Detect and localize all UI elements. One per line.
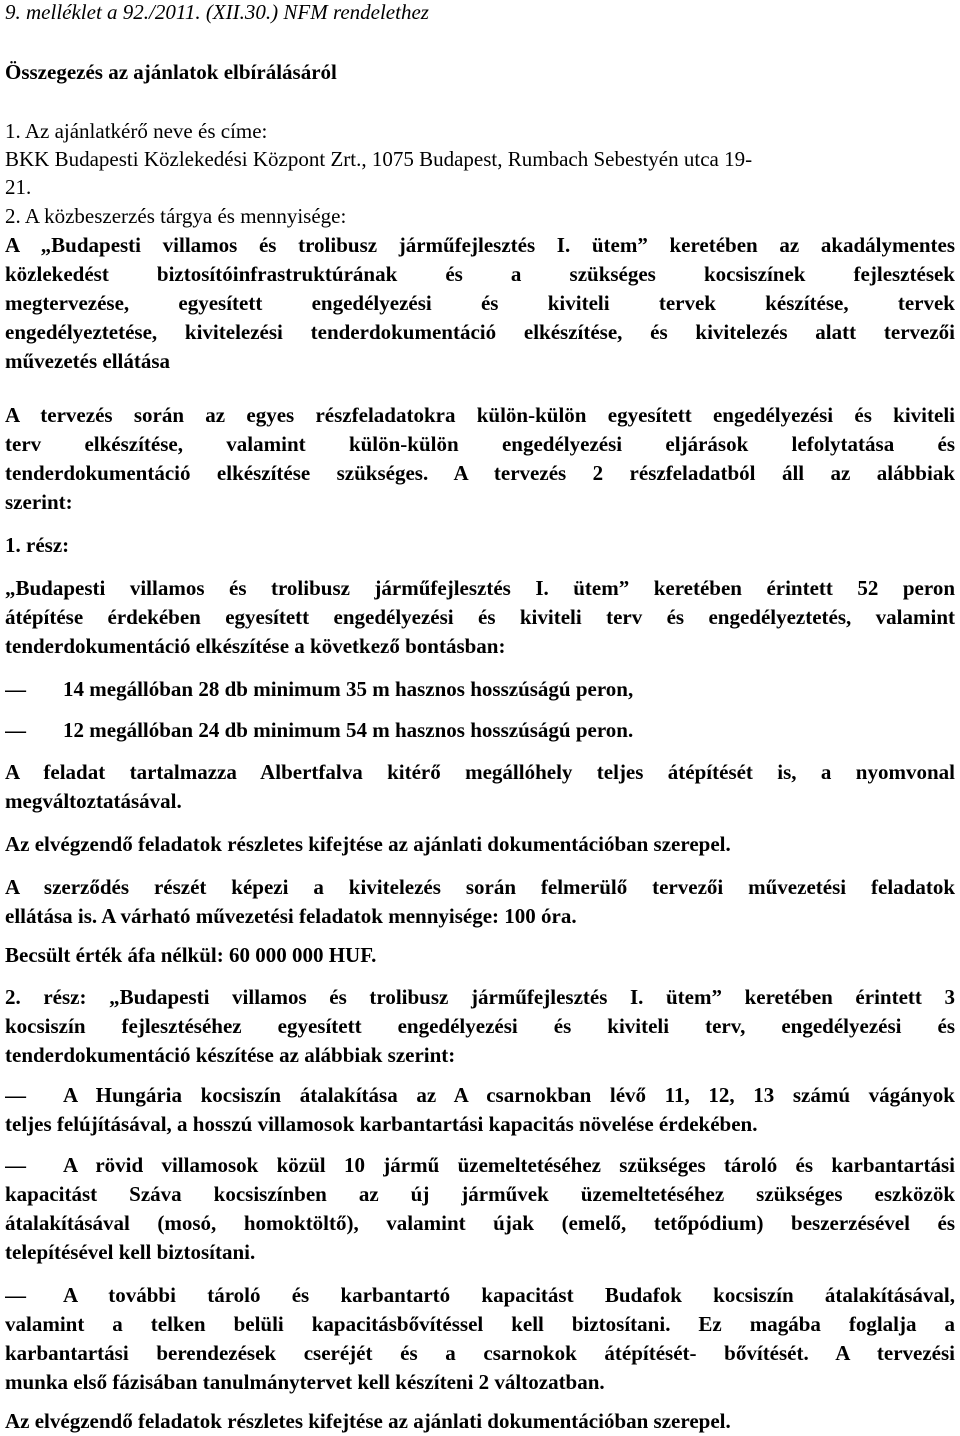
contracting-authority-address: BKK Budapesti Közlekedési Központ Zrt., 1075 Budapest, Rumbach Sebestyén utca 19-	[5, 147, 753, 171]
depot-bullet-line: valamint a telken belüli kapacitásbővítéssel kell biztosítani. Ez magába foglalja a	[5, 1312, 955, 1336]
part-1-intro-line: tenderdokumentáció elkészítése a következő bontásban:	[5, 634, 506, 658]
subject-line: közlekedést biztosítóinfrastruktúrának és a szükséges kocsiszínek fejlesztések	[5, 262, 955, 286]
contract-line: A szerződés részét képezi a kivitelezés során felmerülő tervezői művezetési feladatok	[5, 875, 955, 899]
depot-bullet-line	[5, 1280, 955, 1310]
dash-bullet-icon: —	[5, 1153, 26, 1177]
contracting-authority-address-cont: 21.	[5, 175, 32, 199]
part-2-details: Az elvégzendő feladatok részletes kifejtése az ajánlati dokumentációban szerepel.	[5, 1409, 731, 1433]
dash-bullet-icon: —	[5, 1083, 26, 1107]
platform-bullet	[5, 674, 633, 704]
design-scope-line: A tervezés során az egyes részfeladatokra külön-külön egyesített engedélyezési és kiviteli	[5, 403, 955, 427]
estimated-value: Becsült érték áfa nélkül: 60 000 000 HUF.	[5, 943, 377, 967]
part-1-heading: 1. rész:	[5, 533, 70, 557]
depot-bullet-text: A rövid villamosok közül 10 jármű üzemeltetéséhez szükséges tároló és karbantartási	[63, 1153, 955, 1177]
part-1-details: Az elvégzendő feladatok részletes kifejtése az ajánlati dokumentációban szerepel.	[5, 832, 731, 856]
depot-bullet-line	[5, 1080, 955, 1110]
depot-bullet-line: kapacitást Száva kocsiszínben az új járművek üzemeltetéséhez szükséges eszközök	[5, 1182, 955, 1206]
depot-bullet-line: átalakításával (mosó, homoktöltő), valamint újak (emelő, tetőpódium) beszerzésével és	[5, 1211, 955, 1235]
contract-line: ellátása is. A várható művezetési feladatok mennyisége: 100 óra.	[5, 904, 577, 928]
depot-bullet-line: karbantartási berendezések cseréjét és a csarnokok átépítését- bővítését. A tervezési	[5, 1341, 955, 1365]
subject-line: engedélyeztetése, kivitelezési tenderdokumentáció elkészítése, és kivitelezés alatt tervezői	[5, 320, 955, 344]
part-2-intro-line: kocsiszín fejlesztéséhez egyesített engedélyezési és kiviteli terv, engedélyezési és	[5, 1014, 955, 1038]
design-scope-line: szerint:	[5, 490, 73, 514]
subject-line: A „Budapesti villamos és trolibusz járműfejlesztés I. ütem” keretében az akadálymentes	[5, 233, 955, 257]
part-1-intro-line: „Budapesti villamos és trolibusz járműfejlesztés I. ütem” keretében érintett 52 peron	[5, 576, 955, 600]
section-2-heading: 2. A közbeszerzés tárgya és mennyisége:	[5, 204, 347, 228]
subject-line: megtervezése, egyesített engedélyezési és kiviteli tervek készítése, tervek	[5, 291, 955, 315]
dash-bullet-icon: —	[5, 1283, 26, 1307]
depot-bullet-line	[5, 1150, 955, 1180]
part-2-intro-line: 2. rész: „Budapesti villamos és trolibusz járműfejlesztés I. ütem” keretében érintett 3	[5, 985, 955, 1009]
document-title: Összegezés az ajánlatok elbírálásáról	[5, 60, 337, 84]
task-line: megváltoztatásával.	[5, 789, 182, 813]
platform-bullet	[5, 715, 633, 745]
platform-bullet-text: 14 megállóban 28 db minimum 35 m hasznos hosszúságú peron,	[63, 677, 634, 701]
dash-bullet-icon: —	[5, 677, 26, 701]
depot-bullet-text: A Hungária kocsiszín átalakítása az A csarnokban lévő 11, 12, 13 számú vágányok	[63, 1083, 955, 1107]
dash-bullet-icon: —	[5, 718, 26, 742]
part-1-intro-line: átépítése érdekében egyesített engedélyezési és kiviteli terv és engedélyeztetés, valamint	[5, 605, 955, 629]
depot-bullet-line: teljes felújításával, a hosszú villamosok karbantartási kapacitás növelése érdekében.	[5, 1112, 758, 1136]
part-2-intro-line: tenderdokumentáció készítése az alábbiak szerint:	[5, 1043, 456, 1067]
document-page	[5, 0, 955, 1436]
design-scope-line: terv elkészítése, valamint külön-külön engedélyezési eljárások lefolytatása és	[5, 432, 955, 456]
depot-bullet-line: munka első fázisában tanulmánytervet kell készíteni 2 változatban.	[5, 1370, 605, 1394]
subject-line: művezetés ellátása	[5, 349, 171, 373]
depot-bullet-line: telepítésével kell biztosítani.	[5, 1240, 256, 1264]
design-scope-line: tenderdokumentáció elkészítése szükséges. A tervezés 2 részfeladatból áll az alábbiak	[5, 461, 955, 485]
depot-bullet-text: A további tároló és karbantartó kapacitást Budafok kocsiszín átalakításával,	[63, 1283, 955, 1307]
annex-reference: 9. melléklet a 92./2011. (XII.30.) NFM rendelethez	[5, 0, 429, 24]
task-line: A feladat tartalmazza Albertfalva kitérő megállóhely teljes átépítését is, a nyomvonal	[5, 760, 955, 784]
section-1-heading: 1. Az ajánlatkérő neve és címe:	[5, 119, 268, 143]
platform-bullet-text: 12 megállóban 24 db minimum 54 m hasznos hosszúságú peron.	[63, 718, 634, 742]
